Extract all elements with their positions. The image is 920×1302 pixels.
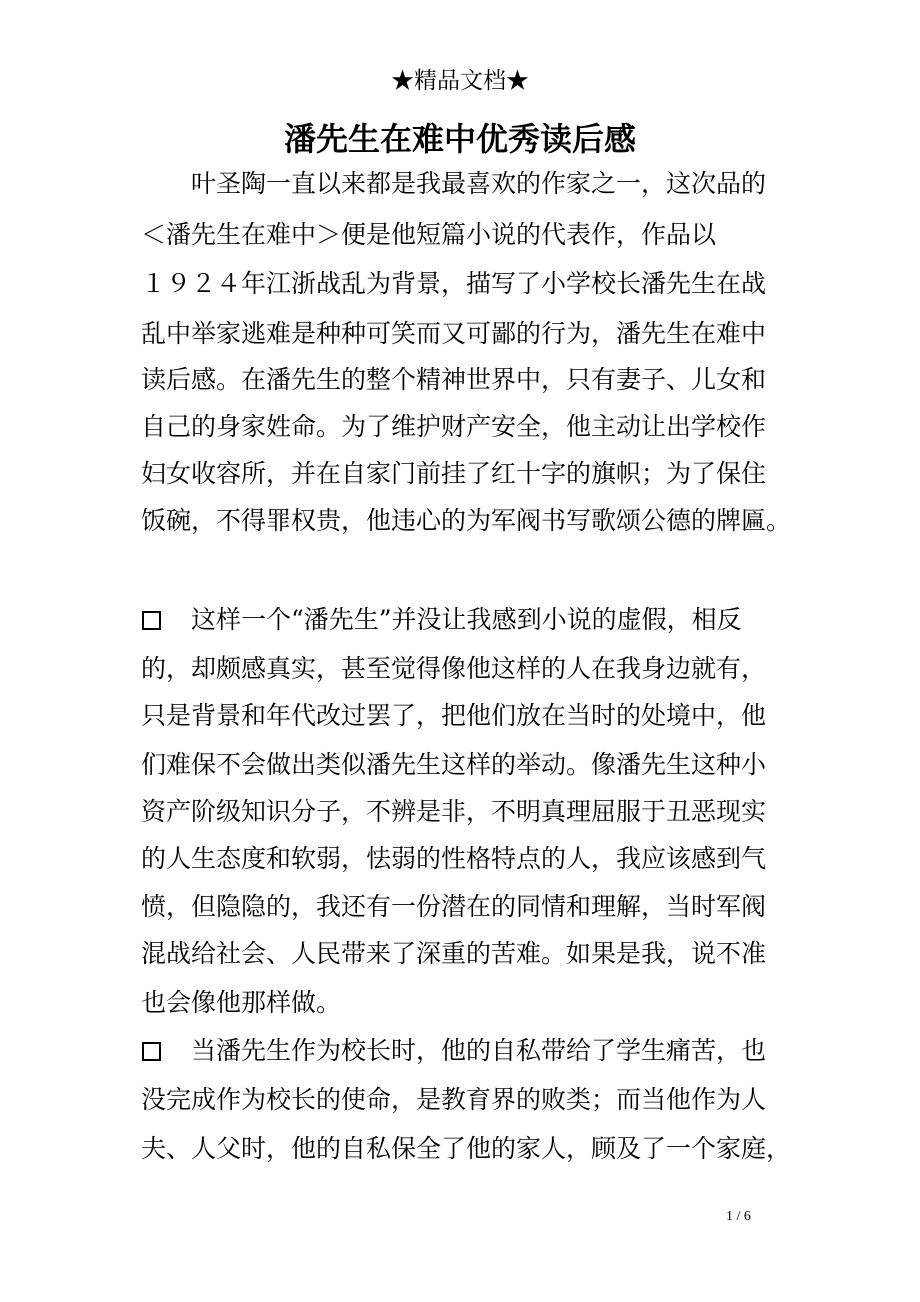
checkbox-icon xyxy=(142,1042,161,1061)
paragraph-line: 自己的身家姓命。为了维护财产安全，他主动让出学校作 xyxy=(141,412,767,441)
page-number: 1 / 6 xyxy=(726,1209,751,1224)
paragraph-line: 的人生态度和软弱，怯弱的性格特点的人，我应该感到气 xyxy=(141,844,767,873)
paragraph-line: 的，却颇感真实，甚至觉得像他这样的人在我身边就有， xyxy=(141,654,767,683)
paragraph-line: 愤，但隐隐的，我还有一份潜在的同情和理解，当时军阀 xyxy=(141,892,767,921)
paragraph-line: 没完成作为校长的使命，是教育界的败类；而当他作为人 xyxy=(141,1085,767,1114)
paragraph-line: 读后感。在潘先生的整个精神世界中，只有妻子、儿女和 xyxy=(141,365,767,394)
paragraph-line: 叶圣陶一直以来都是我最喜欢的作家之一，这次品的 xyxy=(191,169,767,198)
paragraph-line: 饭碗，不得罪权贵，他违心的为军阀书写歌颂公德的牌匾。 xyxy=(141,506,792,535)
paragraph-line: 乱中举家逃难是种种可笑而又可鄙的行为，潘先生在难中 xyxy=(141,319,767,348)
paragraph-line: 这样一个“潘先生”并没让我感到小说的虚假，相反 xyxy=(191,605,742,634)
paragraph-line: 只是背景和年代改过罢了，把他们放在当时的处境中，他 xyxy=(141,701,767,730)
paragraph-line: 妇女收容所，并在自家门前挂了红十字的旗帜；为了保住 xyxy=(141,459,767,488)
paragraph-line: １９２４年江浙战乱为背景，描写了小学校长潘先生在战 xyxy=(141,269,767,298)
paragraph-line: 当潘先生作为校长时，他的自私带给了学生痛苦，也 xyxy=(191,1036,767,1065)
paragraph-line: 资产阶级知识分子，不辨是非，不明真理屈服于丑恶现实 xyxy=(141,797,767,826)
paragraph-line: 夫、人父时，他的自私保全了他的家人，顾及了一个家庭， xyxy=(141,1134,792,1163)
paragraph-line: 混战给社会、人民带来了深重的苦难。如果是我，说不准 xyxy=(141,939,767,968)
page-header: ★精品文档★ xyxy=(391,68,529,94)
paragraph-line: ＜潘先生在难中＞便是他短篇小说的代表作，作品以 xyxy=(141,220,717,249)
document-title: 潘先生在难中优秀读后感 xyxy=(283,120,636,158)
checkbox-icon xyxy=(142,611,161,630)
paragraph-line: 们难保不会做出类似潘先生这样的举动。像潘先生这种小 xyxy=(141,750,767,779)
paragraph-line: 也会像他那样做。 xyxy=(141,988,342,1017)
